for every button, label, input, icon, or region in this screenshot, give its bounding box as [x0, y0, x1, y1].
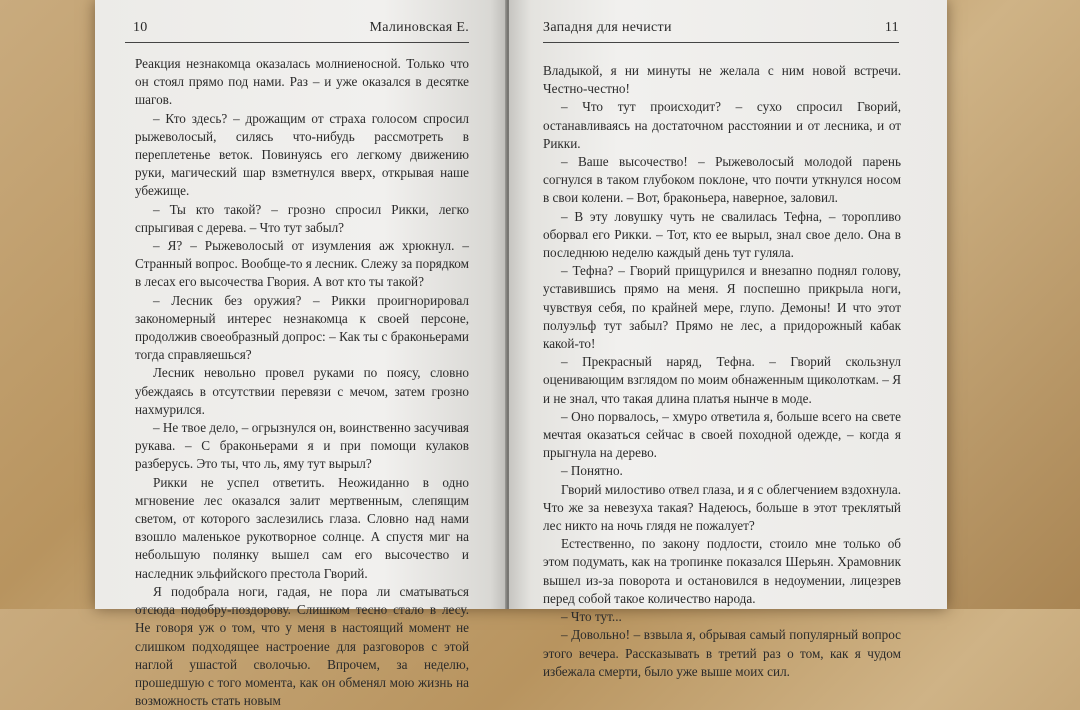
running-head-author: Малиновская Е. [369, 20, 469, 35]
header-rule [543, 42, 899, 43]
right-page-body [543, 62, 901, 681]
paragraph: Я подобрала ноги, гадая, не пора ли сматываться отсюда подобру-поздорову. Слишком тесно стало в лесу. Не говоря уж о том, что у меня в настоящий момент не слишком подходящее настроение для разговоров с этой наглой ушастой сволочью. Впрочем, за неделю, прошедшую с того момента, как он обменял мою жизнь на возможность стать новым [135, 583, 469, 709]
paragraph: – Лесник без оружия? – Рикки проигнорировал закономерный интерес незнакомца к своей персоне, продолжив своеобразный допрос: – Как ты с браконьерами тогда справляешься? [135, 292, 469, 363]
paragraph: – Что тут... [561, 609, 622, 625]
paragraph: – Кто здесь? – дрожащим от страха голосом спросил рыжеволосый, силясь что-нибудь рассмотреть в переплетенье веток. Повинуясь его легкому движению руки, магический шар взметнулся вверх, открывая наше убежище. [135, 110, 469, 199]
paragraph: Владыкой, я ни минуты не желала с ним новой встречи. Честно-честно! [543, 63, 901, 97]
left-page-header [133, 20, 469, 40]
paragraph: – Ваше высочество! – Рыжеволосый молодой парень согнулся в таком глубоком поклоне, что почти уткнулся носом в свои колени. – Вот, браконьера, наверное, заловил. [543, 154, 901, 206]
paragraph: Лесник невольно провел руками по поясу, словно убеждаясь в отсутствии перевязи с мечом, затем грозно нахмурился. [135, 365, 469, 417]
header-rule [125, 42, 469, 43]
page-number: 11 [884, 20, 899, 35]
open-book [95, 0, 947, 709]
paragraph: Рикки не успел ответить. Неожиданно в одно мгновение лес оказался залит мертвенным, слепящим светом, от которого заслезились глаза. Словно над нами взошло маленькое рукотворное солнце. А спустя миг на небольшую полянку вышел сам его высочество и наследник эльфийского престола Гворий. [135, 474, 469, 581]
right-page [509, 0, 947, 679]
paragraph: – Я? – Рыжеволосый от изумления аж хрюкнул. – Странный вопрос. Вообще-то я лесник. Слежу за порядком в лесах его высочества Гвория. А вот кто ты такой? [135, 238, 469, 290]
running-head-title: Западня для нечисти [543, 20, 672, 35]
paragraph: – Что тут происходит? – сухо спросил Гворий, останавливаясь на достаточном расстоянии и от лесника, и от Рикки. [543, 99, 901, 151]
paragraph: – Понятно. [561, 463, 623, 479]
page-number: 10 [133, 20, 148, 35]
paragraph: – Тефна? – Гворий прищурился и внезапно поднял голову, уставившись прямо на меня. Я поспешно прикрыла ноги, чувствуя себя, по крайней мере, глупо. Демоны! И что этот полуэльф тут забыл? Прямо не лес, а придорожный кабак какой-то! [543, 263, 901, 352]
right-page-header [543, 20, 899, 40]
paragraph: – Оно порвалось, – хмуро ответила я, больше всего на свете мечтая оказаться сейчас в своей походной одежде, – когда я прыгнула на дерево. [543, 408, 901, 461]
paragraph: – Прекрасный наряд, Тефна. – Гворий скользнул оценивающим взглядом по моим обнаженным щиколоткам. – Я и не знал, что такая длина платья нынче в моде. [543, 354, 901, 406]
paragraph: – Довольно! – взвыла я, обрывая самый популярный вопрос этого вечера. Рассказывать в третий раз о том, как я чудом избежала смерти, было уже выше моих сил. [543, 627, 901, 679]
paragraph: Естественно, по закону подлости, стоило мне только об этом подумать, как на тропинке показался Шерьян. Храмовник вышел из-за поворота и остановился в недоумении, лицезрев перед собой такое количество народа. [543, 536, 901, 606]
paragraph: Реакция незнакомца оказалась молниеносной. Только что он стоял прямо под нами. Раз – и уже оказался в десятке шагов. [135, 56, 469, 108]
paragraph: – В эту ловушку чуть не свалилась Тефна, – торопливо оборвал его Рикки. – Тот, кто ее вырыл, знал свое дело. Она в последнюю неделю каждый день тут гуляла. [543, 208, 901, 261]
paragraph: – Ты кто такой? – грозно спросил Рикки, легко спрыгивая с дерева. – Что тут забыл? [135, 201, 469, 235]
paragraph: – Не твое дело, – огрызнулся он, воинственно засучивая рукава. – С браконьерами я и при помощи кулаков разберусь. Это ты, что ль, яму тут вырыл? [135, 420, 469, 472]
paragraph: Гворий милостиво отвел глаза, и я с облегчением вздохнула. Что же за невезуха такая? Надеюсь, больше в этот треклятый лес никто на ночь глядя не пожалует? [543, 481, 901, 534]
left-page-body [135, 55, 469, 710]
left-page [95, 0, 507, 709]
